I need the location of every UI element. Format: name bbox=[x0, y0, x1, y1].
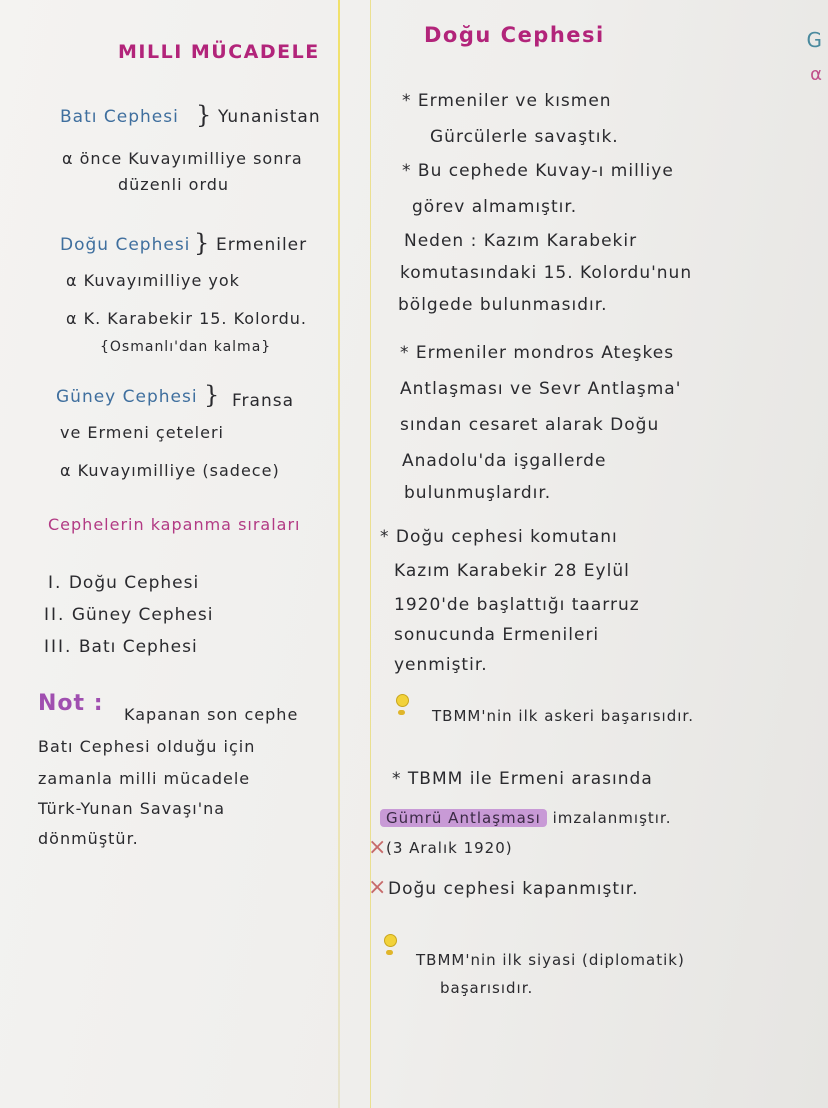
margin-line bbox=[338, 0, 340, 1108]
brace-icon: } bbox=[204, 381, 221, 409]
kapanma-text: Güney Cephesi bbox=[71, 605, 214, 625]
brace-icon: } bbox=[196, 101, 213, 129]
p4-line4: Anadolu'da işgallerde bbox=[402, 451, 607, 471]
not-line5: dönmüştür. bbox=[38, 829, 139, 848]
p4-line1: * Ermeniler mondros Ateşkes bbox=[400, 343, 675, 363]
bati-label: Batı Cephesi bbox=[60, 107, 179, 127]
not-line2: Batı Cephesi olduğu için bbox=[38, 737, 256, 756]
p5-line1: * Doğu cephesi komutanı bbox=[380, 527, 618, 547]
kapanma-num: I. bbox=[48, 573, 63, 593]
p6-line3: (3 Aralık 1920) bbox=[386, 839, 513, 857]
kapanma-item bbox=[44, 606, 213, 625]
b2-line1: TBMM'nin ilk siyasi (diplomatik) bbox=[416, 951, 685, 969]
kapanma-text: Doğu Cephesi bbox=[68, 573, 200, 593]
margin-line-secondary bbox=[370, 0, 371, 1108]
brace-icon: } bbox=[194, 229, 211, 257]
dogu-line2: α K. Karabekir 15. Kolordu. bbox=[66, 309, 307, 328]
bati-line2: düzenli ordu bbox=[118, 175, 230, 194]
p6-line2b: imzalanmıştır. bbox=[552, 809, 672, 827]
guney-label: Güney Cephesi bbox=[56, 387, 198, 407]
bati-value: Yunanistan bbox=[218, 107, 321, 127]
kapanma-num: II. bbox=[44, 605, 66, 625]
bati-line1: α önce Kuvayımilliye sonra bbox=[62, 149, 303, 168]
p6-line1: * TBMM ile Ermeni arasında bbox=[392, 769, 653, 789]
kapanma-item bbox=[48, 574, 199, 593]
p2-line2: görev almamıştır. bbox=[412, 197, 578, 217]
dogu-label: Doğu Cephesi bbox=[60, 235, 191, 255]
guney-value: Fransa bbox=[232, 391, 294, 411]
b2-line2: başarısıdır. bbox=[440, 979, 534, 997]
kapanma-item bbox=[44, 638, 198, 657]
corner-alpha-icon: α bbox=[810, 64, 822, 85]
dogu-line1: α Kuvayımilliye yok bbox=[66, 271, 240, 290]
x-mark-icon: × bbox=[368, 875, 388, 900]
p3-line3: bölgede bulunmasıdır. bbox=[398, 295, 608, 315]
not-line1: Kapanan son cephe bbox=[124, 705, 299, 724]
dogu-value: Ermeniler bbox=[216, 235, 308, 255]
guney-line1: ve Ermeni çeteleri bbox=[60, 423, 224, 442]
kapanma-title: Cephelerin kapanma sıraları bbox=[48, 515, 301, 534]
p4-line5: bulunmuşlardır. bbox=[404, 483, 552, 503]
p3-line1: Neden : Kazım Karabekir bbox=[404, 231, 638, 251]
p5-line2: Kazım Karabekir 28 Eylül bbox=[394, 561, 630, 581]
p4-line2: Antlaşması ve Sevr Antlaşma' bbox=[400, 379, 682, 399]
not-line3: zamanla milli mücadele bbox=[38, 769, 251, 788]
p5-line5: yenmiştir. bbox=[394, 655, 488, 675]
kapanma-text: Batı Cephesi bbox=[78, 637, 198, 657]
x-mark-icon: × bbox=[368, 835, 388, 860]
not-line4: Türk-Yunan Savaşı'na bbox=[38, 799, 226, 818]
not-label: Not : bbox=[38, 691, 104, 716]
p5-line3: 1920'de başlattığı taarruz bbox=[394, 595, 640, 615]
corner-mark-icon: G bbox=[806, 28, 822, 52]
gumru-highlight: Gümrü Antlaşması bbox=[380, 809, 547, 827]
p4-line3: sından cesaret alarak Doğu bbox=[400, 415, 660, 435]
p6-line2 bbox=[380, 810, 672, 827]
left-title: MILLI MÜCADELE bbox=[118, 41, 320, 63]
kapanma-num: III. bbox=[44, 637, 73, 657]
p7-text: Doğu cephesi kapanmıştır. bbox=[388, 879, 639, 899]
p2-line1: * Bu cephede Kuvay-ı milliye bbox=[402, 161, 674, 181]
right-title: Doğu Cephesi bbox=[424, 23, 605, 47]
p5-line4: sonucunda Ermenileri bbox=[394, 625, 600, 645]
b1-text: TBMM'nin ilk askeri başarısıdır. bbox=[432, 707, 694, 725]
p3-line2: komutasındaki 15. Kolordu'nun bbox=[400, 263, 693, 283]
dogu-line3: {Osmanlı'dan kalma} bbox=[100, 339, 272, 355]
guney-line2: α Kuvayımilliye (sadece) bbox=[60, 461, 280, 480]
p1-line2: Gürcülerle savaştık. bbox=[430, 127, 619, 147]
p1-line1: * Ermeniler ve kısmen bbox=[402, 91, 612, 111]
